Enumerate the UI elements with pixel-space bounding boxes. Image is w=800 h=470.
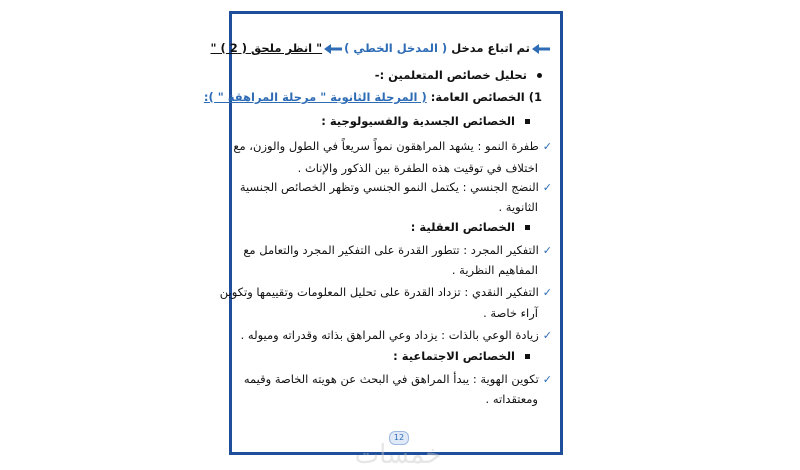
item-text: زيادة الوعي بالذات : يزداد وعي المراهق بذاته وقدراته وميوله .	[240, 328, 539, 342]
item-text: طفرة النمو : يشهد المراهقون نمواً سريعاً في الطول والوزن، مع	[233, 139, 539, 153]
heading-line	[210, 41, 552, 55]
checkmark-icon: ✓	[542, 244, 552, 257]
square-bullet-icon	[525, 225, 530, 230]
list-item	[233, 139, 552, 154]
checkmark-icon: ✓	[542, 286, 552, 299]
list-item-continued	[240, 263, 538, 277]
arrow-left-icon	[532, 44, 550, 54]
heading-part3: " انظر ملحق ( 2 ) "	[210, 41, 323, 55]
page-number: 12	[389, 431, 409, 445]
physical-title-line	[240, 114, 530, 128]
arrow-left-icon	[324, 44, 342, 54]
section-title-line	[240, 68, 542, 82]
bullet-icon	[537, 73, 542, 78]
item-text: التفكير النقدي : تزداد القدرة على تحليل المعلومات وتقييمها وتكوين	[219, 285, 539, 299]
checkmark-icon: ✓	[542, 329, 552, 342]
heading-part1: تم اتباع مدخل	[451, 41, 530, 55]
checkmark-icon: ✓	[542, 181, 552, 194]
general-line	[203, 90, 542, 104]
list-item	[219, 285, 552, 300]
section-title: تحليل خصائص المتعلمين :-	[374, 68, 527, 82]
document-page	[203, 20, 552, 446]
heading-part2: ( المدخل الخطي )	[344, 41, 448, 55]
list-item	[240, 180, 552, 195]
social-title-line	[240, 349, 530, 363]
square-bullet-icon	[525, 354, 530, 359]
list-item-continued	[240, 161, 538, 175]
mental-title: الخصائص العقلية :	[410, 220, 515, 234]
item-text: تكوين الهوية : يبدأ المراهق في البحث عن هويته الخاصة وقيمه	[243, 372, 539, 386]
list-item	[240, 328, 552, 343]
list-item-continued	[240, 306, 538, 320]
item-text: ومعتقداته .	[485, 392, 538, 406]
item-text: التفكير المجرد : تتطور القدرة على التفكير المجرد والتعامل مع	[243, 243, 539, 257]
item-text: اختلاف في توقيت هذه الطفرة بين الذكور والإناث .	[297, 161, 538, 175]
item-text: المفاهيم النظرية .	[451, 263, 538, 277]
general-prefix: 1) الخصائص العامة:	[430, 90, 542, 104]
list-item	[240, 372, 552, 387]
social-title: الخصائص الاجتماعية :	[393, 349, 515, 363]
watermark-logo: خمسات	[354, 440, 442, 470]
list-item	[240, 243, 552, 258]
square-bullet-icon	[525, 119, 530, 124]
list-item-continued	[240, 200, 538, 214]
item-text: النضج الجنسي : يكتمل النمو الجنسي وتظهر الخصائص الجنسية	[239, 180, 539, 194]
list-item-continued	[240, 392, 538, 406]
physical-title: الخصائص الجسدية والفسيولوجية :	[321, 114, 515, 128]
mental-title-line	[240, 220, 530, 234]
item-text: الثانوية .	[498, 200, 538, 214]
checkmark-icon: ✓	[542, 373, 552, 386]
item-text: آراء خاصة .	[483, 306, 538, 320]
general-stage: ( المرحلة الثانوية " مرحلة المراهقة " ):	[203, 90, 427, 104]
checkmark-icon: ✓	[542, 140, 552, 153]
